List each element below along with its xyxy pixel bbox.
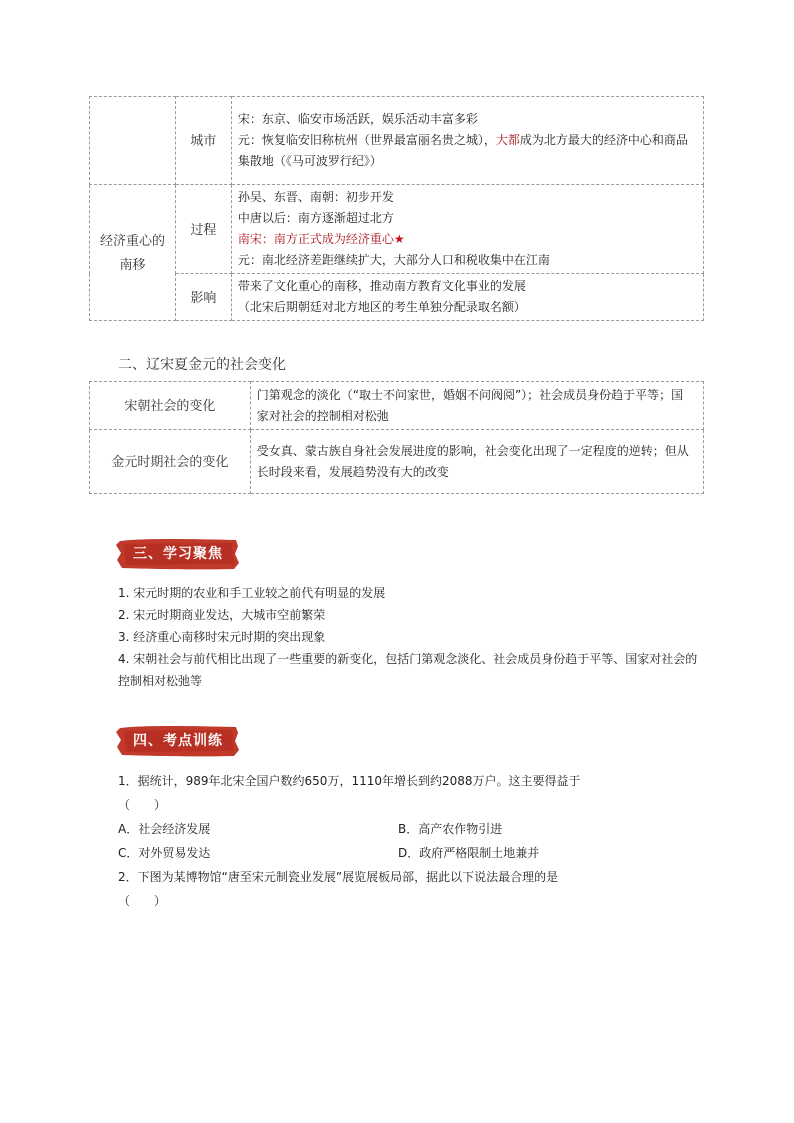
option-d[interactable]: D．政府严格限制土地兼并 [398, 846, 540, 860]
impact-1: 带来了文化重心的南移，推动南方教育文化事业的发展 [237, 279, 526, 293]
focus-item-4: 4. 宋朝社会与前代相比出现了一些重要的新变化，包括门第观念淡化、社会成员身份趋于平等、国家对社会的控制相对松弛等 [118, 652, 698, 688]
impact-content [231, 274, 703, 321]
exam-training-badge [114, 723, 242, 759]
impact-label: 影响 [175, 274, 231, 321]
process-content [231, 185, 703, 274]
song-society-text: 门第观念的淡化（“取士不问家世，婚姻不问阀阅”）；社会成员身份趋于平等；国家对社会的控制相对松弛 [250, 382, 703, 430]
impact-2: （北宋后期朝廷对北方地区的考生单独分配录取名额） [237, 300, 526, 314]
option-c[interactable]: C．对外贸易发达 [118, 846, 211, 860]
society-table [89, 381, 704, 494]
process-4: 元：南北经济差距继续扩大，大部分人口和税收集中在江南 [237, 253, 550, 267]
economy-table [89, 96, 704, 321]
process-2: 中唐以后：南方逐渐超过北方 [237, 211, 394, 225]
focus-list [118, 582, 698, 692]
process-3 [238, 229, 695, 250]
exam-training-title: 四、考点训练 [133, 733, 223, 749]
city-content [231, 97, 703, 185]
empty-cell [90, 97, 176, 185]
city-label: 城市 [175, 97, 231, 185]
city-song: 宋：东京、临安市场活跃，娱乐活动丰富多彩 [237, 112, 478, 126]
city-yuan-text-a: 元：恢复临安旧称杭州（世界最富丽名贵之城）， [237, 133, 496, 147]
option-a[interactable]: A．社会经济发展 [118, 822, 211, 836]
jinyuan-society-label: 金元时期社会的变化 [90, 430, 251, 494]
option-b[interactable]: B．高产农作物引进 [398, 822, 503, 836]
economic-shift-text: 经济重心的南移 [99, 232, 165, 272]
process-label: 过程 [175, 185, 231, 274]
city-yuan-highlight: 大都 [495, 133, 520, 147]
question-1-options-row-2 [118, 841, 698, 865]
question-2-stem: 2．下图为某博物馆“唐至宋元制瓷业发展”展览展板局部，据此以下说法最合理的是 [118, 870, 559, 884]
focus-item-3: 3. 经济重心南移时宋元时期的突出现象 [118, 630, 326, 644]
focus-item-2: 2. 宋元时期商业发达，大城市空前繁荣 [118, 608, 326, 622]
focus-item-1: 1. 宋元时期的农业和手工业较之前代有明显的发展 [118, 586, 386, 600]
economic-shift-label [90, 185, 176, 321]
jinyuan-society-text: 受女真、蒙古族自身社会发展进度的影响，社会变化出现了一定程度的逆转；但从长时段来看，发展趋势没有大的改变 [250, 430, 703, 494]
question-1-stem: 1．据统计，989年北宋全国户数约650万，1110年增长到约2088万户。这主要得益于 [118, 774, 581, 788]
question-1-options-row-1 [118, 817, 698, 841]
process-1: 孙吴、东晋、南朝：初步开发 [237, 190, 394, 204]
section-title: 二、辽宋夏金元的社会变化 [118, 356, 286, 372]
song-society-label: 宋朝社会的变化 [90, 382, 251, 430]
question-1-paren: （ ） [118, 798, 167, 812]
study-focus-title: 三、学习聚焦 [133, 546, 223, 562]
city-yuan-text-b: 成为北方最大的经济中心和商品集散地（《马可波罗行纪》） [237, 133, 688, 168]
question-2-paren: （ ） [118, 894, 167, 908]
process-3-text: 南宋：南方正式成为经济重心 [237, 232, 394, 246]
question-area [118, 769, 698, 913]
study-focus-badge [114, 536, 242, 572]
city-yuan [238, 130, 695, 172]
star-icon: ★ [393, 232, 405, 246]
